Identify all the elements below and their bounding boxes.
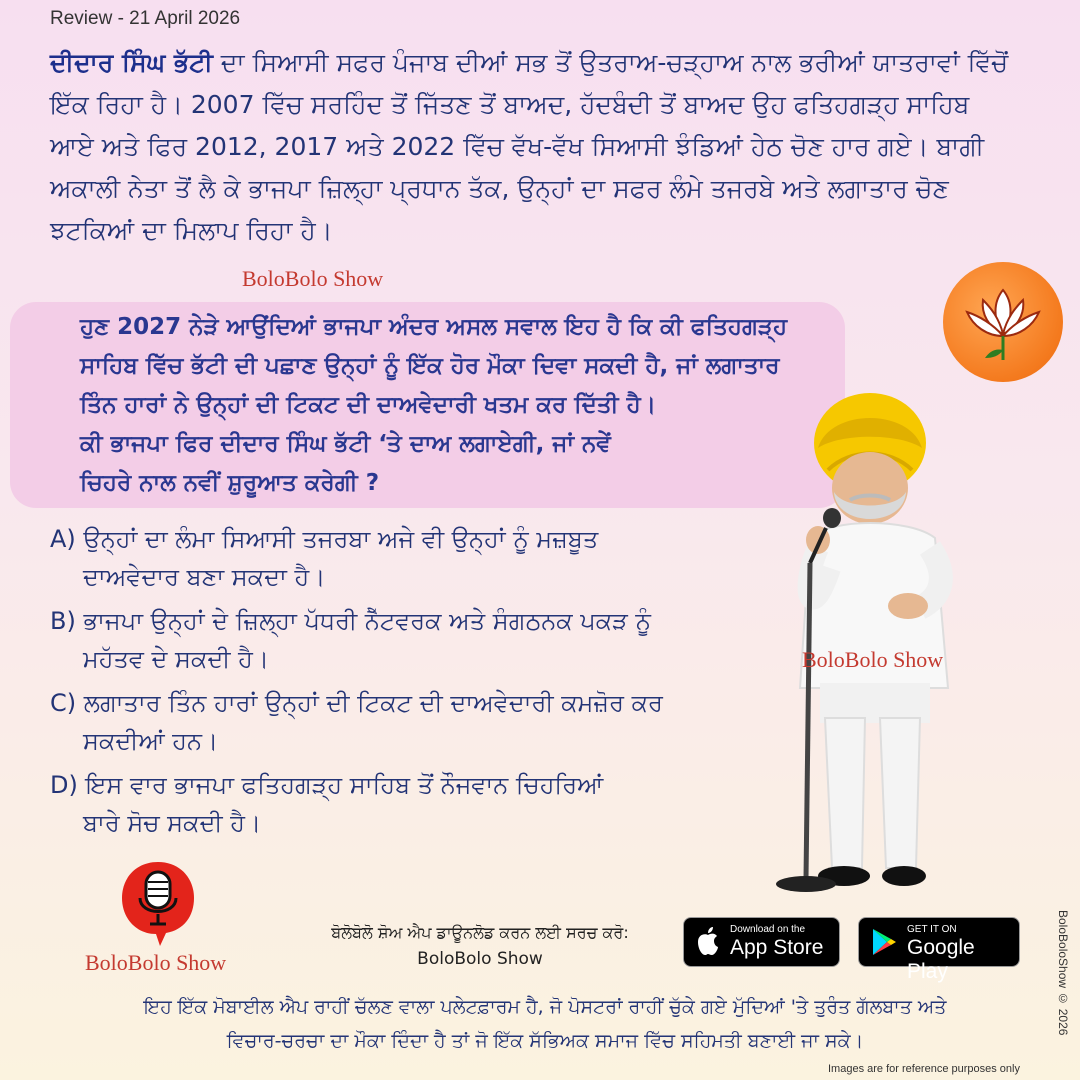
podcast-mic-logo	[118, 858, 198, 948]
intro-paragraph	[50, 42, 1010, 252]
intro-name: ਦੀਦਾਰ ਸਿੰਘ ਭੱਟੀ	[50, 48, 213, 77]
reference-note: Images are for reference purposes only	[828, 1063, 1020, 1075]
question-line: ਤਿੰਨ ਹਾਰਾਂ ਨੇ ਉਨ੍ਹਾਂ ਦੀ ਟਿਕਟ ਦੀ ਦਾਅਵੇਦਾਰੀ ਖਤਮ ਕਰ ਦਿੱਤੀ ਹੈ।	[80, 392, 657, 418]
google-play-big-text: Google Play	[907, 936, 975, 983]
download-app-name: BoloBolo Show	[417, 949, 543, 969]
question-line: ਚਿਹਰੇ ਨਾਲ ਨਵੀਂ ਸ਼ੁਰੂਆਤ ਕਰੇਗੀ ?	[80, 470, 380, 496]
politician-illustration	[770, 388, 980, 903]
footer-line: ਵਿਚਾਰ-ਚਰਚਾ ਦਾ ਮੌਕਾ ਦਿੰਦਾ ਹੈ ਤਾਂ ਜੋ ਇੱਕ ਸੱਭਿਅਕ ਸਮਾਜ ਵਿੱਚ ਸਹਿਮਤੀ ਬਣਾਈ ਜਾ ਸਕੇ।	[226, 1030, 864, 1052]
lotus-icon	[957, 278, 1049, 368]
question-line: ਹੁਣ 2027 ਨੇੜੇ ਆਉਂਦਿਆਂ ਭਾਜਪਾ ਅੰਦਰ ਅਸਲ ਸਵਾਲ ਇਹ ਹੈ ਕਿ ਕੀ ਫਤਿਹਗੜ੍ਹ	[80, 314, 788, 340]
question-line: ਸਾਹਿਬ ਵਿੱਚ ਭੱਟੀ ਦੀ ਪਛਾਣ ਉਨ੍ਹਾਂ ਨੂੰ ਇੱਕ ਹੋਰ ਮੌਕਾ ਦਿਵਾ ਸਕਦੀ ਹੈ, ਜਾਂ ਲਗਾਤਾਰ	[80, 353, 780, 379]
answer-options	[50, 520, 770, 848]
copyright-vertical: BoloBoloShow © 2026	[1056, 910, 1070, 1036]
question-line: ਕੀ ਭਾਜਪਾ ਫਿਰ ਦੀਦਾਰ ਸਿੰਘ ਭੱਟੀ ‘ਤੇ ਦਾਅ ਲਗਾਏਗੀ, ਜਾਂ ਨਵੇਂ	[80, 431, 611, 457]
watermark-top: BoloBolo Show	[242, 266, 384, 291]
footer-line: ਇਹ ਇੱਕ ਮੋਬਾਈਲ ਐਪ ਰਾਹੀਂ ਚੱਲਣ ਵਾਲਾ ਪਲੇਟਫ਼ਾਰਮ ਹੈ, ਜੋ ਪੋਸਟਰਾਂ ਰਾਹੀਂ ਚੁੱਕੇ ਗਏ ਮੁੱਦਿਆਂ 'ਤੇ ਤੁਰੰਤ ਗੱਲਬਾਤ ਅਤੇ	[143, 996, 947, 1018]
app-store-small-text: Download on the	[730, 924, 806, 935]
google-play-button[interactable]	[858, 917, 1020, 983]
review-date-label: Review - 21 April 2026	[50, 8, 241, 29]
download-prompt: ਬੋਲੋਬੋਲੋ ਸ਼ੋਅ ਐਪ ਡਾਊਨਲੋਡ ਕਰਨ ਲਈ ਸਰਚ ਕਰੋ:	[331, 923, 629, 942]
intro-text: ਦਾ ਸਿਆਸੀ ਸਫਰ ਪੰਜਾਬ ਦੀਆਂ ਸਭ ਤੋਂ ਉਤਰਾਅ-ਚੜ੍ਹਾਅ ਨਾਲ ਭਰੀਆਂ ਯਾਤਰਾਵਾਂ ਵਿੱਚੋਂ ਇੱਕ ਰਿਹਾ ਹੈ। 2007 ਵਿੱਚ ਸਰਹਿੰਦ ਤੋਂ ਜਿੱਤਣ ਤੋਂ ਬਾਅਦ, ਹੱਦਬੰਦੀ ਤੋਂ ਬਾਅਦ ਉਹ ਫਤਿਹਗੜ੍ਹ ਸਾਹਿਬ ਆਏ ਅਤੇ ਫਿਰ 2012, 2017 ਅਤੇ 2022 ਵਿੱਚ ਵੱਖ-ਵੱਖ ਸਿਆਸੀ ਝੰਡਿਆਂ ਹੇਠ ਚੋਣ ਹਾਰ ਗਏ। ਬਾਗੀ ਅਕਾਲੀ ਨੇਤਾ ਤੋਂ ਲੈ ਕੇ ਭਾਜਪਾ ਜ਼ਿਲ੍ਹਾ ਪ੍ਰਧਾਨ ਤੱਕ, ਉਨ੍ਹਾਂ ਦਾ ਸਫਰ ਲੰਮੇ ਤਜਰਬੇ ਅਤੇ ਲਗਾਤਾਰ ਚੋਣ ਝਟਕਿਆਂ ਦਾ ਮਿਲਾਪ ਰਿਹਾ ਹੈ।	[50, 48, 1009, 245]
option-d[interactable]: D) ਇਸ ਵਾਰ ਭਾਜਪਾ ਫਤਿਹਗੜ੍ਹ ਸਾਹਿਬ ਤੋਂ ਨੌਜਵਾਨ ਚਿਹਰਿਆਂ ਬਾਰੇ ਸੋਚ ਸਕਦੀ ਹੈ।	[50, 771, 604, 837]
watermark-middle: BoloBolo Show	[802, 647, 944, 672]
option-a[interactable]: A) ਉਨ੍ਹਾਂ ਦਾ ਲੰਮਾ ਸਿਆਸੀ ਤਜਰਬਾ ਅਜੇ ਵੀ ਉਨ੍ਹਾਂ ਨੂੰ ਮਜ਼ਬੂਤ ਦਾਅਵੇਦਾਰ ਬਣਾ ਸਕਦਾ ਹੈ।	[50, 525, 599, 591]
option-c[interactable]: C) ਲਗਾਤਾਰ ਤਿੰਨ ਹਾਰਾਂ ਉਨ੍ਹਾਂ ਦੀ ਟਿਕਟ ਦੀ ਦਾਅਵੇਦਾਰੀ ਕਮਜ਼ੋਰ ਕਰ ਸਕਦੀਆਂ ਹਨ।	[50, 689, 663, 755]
app-store-big-text: App Store	[730, 936, 824, 959]
app-store-button[interactable]	[683, 917, 840, 967]
google-play-small-text: GET IT ON	[907, 924, 957, 935]
brand-name: BoloBolo Show	[85, 950, 227, 975]
option-b[interactable]: B) ਭਾਜਪਾ ਉਨ੍ਹਾਂ ਦੇ ਜ਼ਿਲ੍ਹਾ ਪੱਧਰੀ ਨੈੱਟਵਰਕ ਅਤੇ ਸੰਗਠਨਕ ਪਕੜ ਨੂੰ ਮਹੱਤਵ ਦੇ ਸਕਦੀ ਹੈ।	[50, 607, 651, 673]
google-play-icon	[871, 928, 897, 956]
footer-description	[70, 990, 1020, 1058]
apple-icon	[696, 927, 720, 955]
party-lotus-logo	[943, 262, 1063, 382]
download-instructions	[305, 920, 655, 972]
